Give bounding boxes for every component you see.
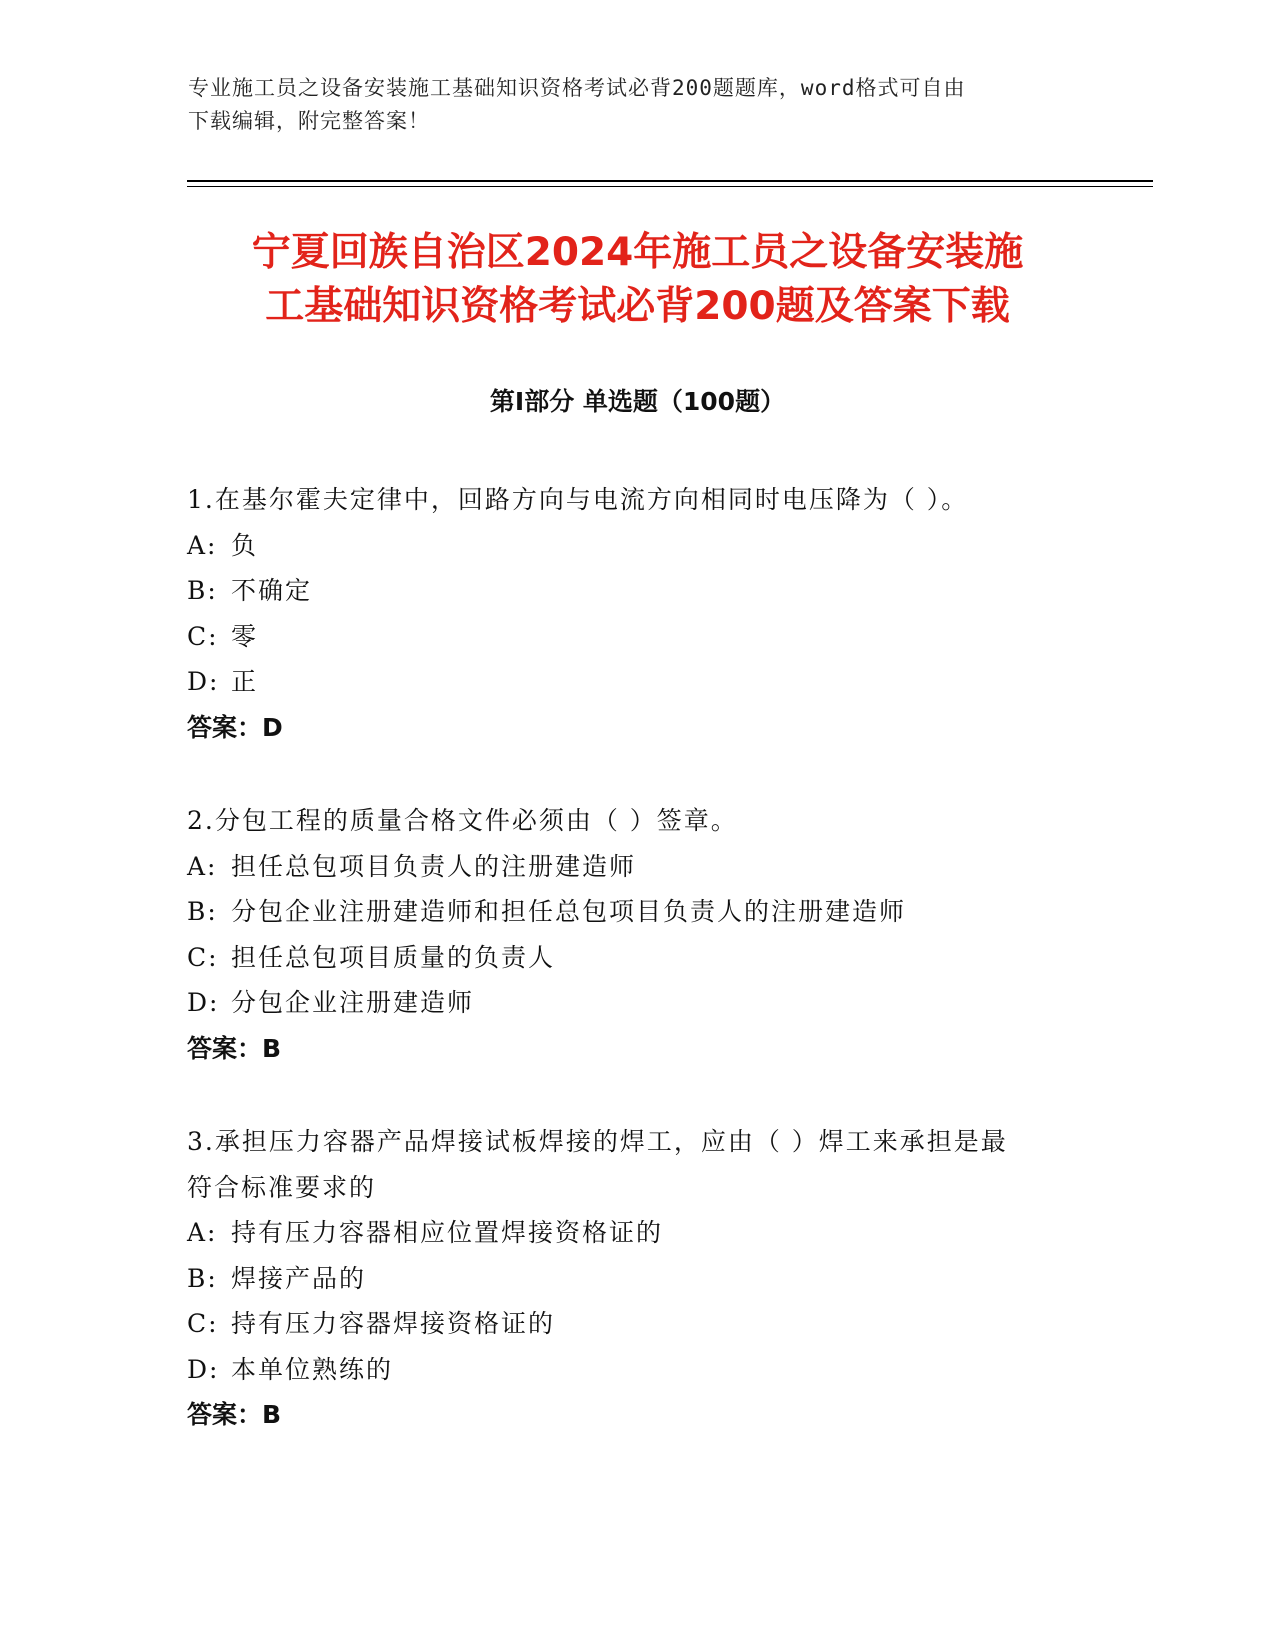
option-letter: C: [187,621,219,651]
option-letter: D: [187,1354,220,1384]
option-letter: B: [187,576,218,605]
option-text: 分包企业注册建造师和担任总包项目负责人的注册建造师 [231,897,907,926]
question-stem: 1.在基尔霍夫定律中，回路方向与电流方向相同时电压降为（ ）。 [187,485,969,514]
option-letter: A: [187,851,218,881]
answer-label: 答案：B [187,1033,282,1063]
option-a [187,1210,1087,1256]
option-text: 零 [231,621,259,651]
option-c [187,1301,1087,1347]
document-title-line-2: 工基础知识资格考试必背200题及答案下载 [265,284,1010,329]
option-letter: A: [187,1218,218,1247]
header-rule-thick [187,180,1153,182]
option-b [187,568,1087,614]
document-title [150,226,1125,334]
option-b [187,1256,1087,1302]
answer-label: 答案：D [187,712,283,742]
header-note-line-2: 下载编辑，附完整答案！ [188,109,430,133]
option-d [187,659,1087,705]
header-rule-thin [187,186,1153,187]
question-2 [187,798,1087,1071]
option-text: 持有压力容器相应位置焊接资格证的 [231,1218,664,1247]
question-stem: 3.承担压力容器产品焊接试板焊接的焊工，应由（ ）焊工来承担是最 [187,1127,1008,1156]
option-b [187,889,1087,935]
question-3 [187,1119,1087,1438]
option-a [187,523,1087,569]
option-d [187,1347,1087,1393]
option-text: 担任总包项目负责人的注册建造师 [231,851,637,881]
option-d [187,980,1087,1026]
option-letter: C: [187,942,219,972]
document-title-line-1: 宁夏回族自治区2024年施工员之设备安装施 [251,230,1024,275]
option-letter: D: [187,988,220,1017]
option-c [187,614,1087,660]
header-note [188,72,1068,138]
option-text: 负 [231,530,259,560]
option-text: 正 [231,667,259,696]
option-letter: D: [187,667,220,696]
question-list [187,477,1087,1486]
answer-label: 答案：B [187,1400,282,1429]
question-1 [187,477,1087,750]
option-letter: A: [187,530,218,560]
option-a [187,844,1087,890]
option-letter: B: [187,1263,218,1293]
question-stem: 2.分包工程的质量合格文件必须由（ ）签章。 [187,806,738,835]
header-note-line-1: 专业施工员之设备安装施工基础知识资格考试必背200题题库，word格式可自由 [188,76,966,100]
option-text: 持有压力容器焊接资格证的 [231,1309,556,1338]
question-stem-continued: 符合标准要求的 [187,1172,377,1202]
option-text: 分包企业注册建造师 [231,988,475,1017]
option-letter: B: [187,897,218,926]
section-title: 第Ⅰ部分 单选题（100题） [489,387,786,416]
option-text: 本单位熟练的 [231,1354,394,1384]
option-c [187,935,1087,981]
option-letter: C: [187,1309,219,1338]
option-text: 焊接产品的 [231,1263,367,1293]
option-text: 不确定 [231,576,313,605]
option-text: 担任总包项目质量的负责人 [231,942,556,972]
